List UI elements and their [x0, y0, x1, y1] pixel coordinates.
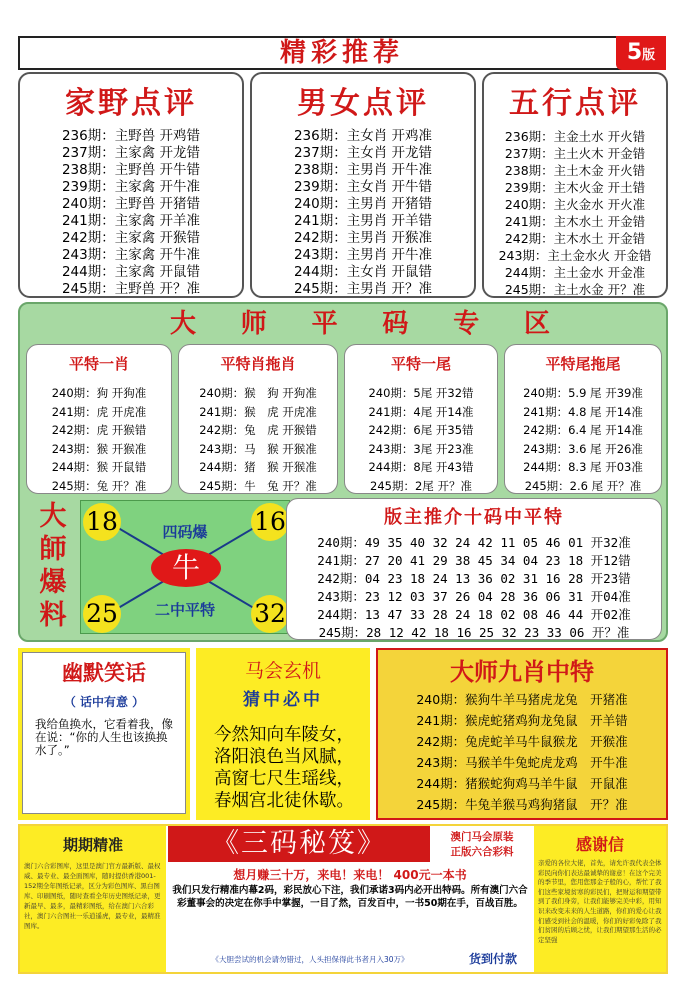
nine-rows [378, 689, 666, 815]
poem-line: 今然知向车陵女， [214, 725, 354, 745]
jiaye-row: 242期：主家禽 开猴错 [61, 230, 201, 246]
precise-text: 澳门六合彩图库，这里是澳门官方最新版、最权威、最专业、最全面图库，随时提供香港001-152期全年图纸记录，区分为彩色图库、黑白图库、印刷图纸，随时查看全年历史图纸记录，更新最早、最多，最精彩图纸，给在澳门六合彩社，澳门六合图社一乐逍遥虎，最专业，最精准图库。 [24, 862, 161, 930]
wuxing-row: 242期：主木水土 开金错 [504, 231, 646, 246]
master-column [344, 344, 498, 494]
four-code-text: 四码爆 [162, 523, 208, 541]
tenma-title: 版主推介十码中平特 [384, 507, 564, 528]
two-code-text: 二中平特 [154, 601, 215, 619]
master-row: 245期：2.6 尾 开？准 [524, 478, 642, 493]
master-column-title: 平特肖拖肖 [220, 355, 296, 373]
wuxing-row: 241期：主木水土 开金错 [504, 214, 646, 229]
edition-unit: 版 [642, 48, 656, 63]
horse-panel [196, 648, 370, 820]
num-25: 25 [86, 599, 118, 628]
nannv-panel [250, 72, 476, 298]
poem-line: 春烟宫北徒休歇。 [214, 791, 354, 811]
jiaye-panel [18, 72, 244, 298]
master-column-rows [345, 384, 497, 495]
tenma-row: 240期：49 35 40 32 24 42 11 05 46 01 开32准 [317, 535, 631, 550]
tenma-rows [287, 534, 661, 642]
master-title-char: 大 [170, 309, 197, 339]
jiaye-row: 237期：主家禽 开龙错 [61, 145, 201, 161]
master-column-title: 平特一尾 [390, 355, 451, 373]
wuxing-row: 240期：主火金水 开火准 [504, 197, 646, 212]
master-column [504, 344, 662, 494]
master-row: 243期：3.6 尾 开26准 [523, 441, 643, 456]
wuxing-rows [484, 128, 666, 298]
wuxing-row: 238期：主土木金 开火错 [504, 163, 646, 178]
nine-row: 240期：猴狗牛羊马猪虎龙兔 开猪准 [416, 692, 628, 707]
num-16: 16 [254, 507, 286, 536]
master-zone-columns [26, 344, 662, 494]
sanma-side1: 澳门马会原装 [450, 831, 514, 843]
edition-badge [616, 36, 666, 70]
master-column-rows [505, 384, 661, 495]
nannv-row: 237期：主女肖 开龙错 [293, 145, 433, 161]
master-row: 243期：猴 开猴准 [51, 441, 147, 456]
humor-text: 我给鱼换水，它看着我，像在说：“你的人生也该换换水了。” [35, 717, 173, 757]
wuxing-row: 239期：主木火金 开土错 [504, 180, 646, 195]
wuxing-row: 236期：主金土水 开火错 [504, 129, 646, 144]
sanma-title: 《三码秘笈》 [168, 826, 430, 862]
baoliao-label-char: 爆 [39, 567, 67, 598]
nannv-row: 243期：主男肖 开牛准 [293, 247, 433, 263]
humor-subtitle: （ 话中有意 ） [63, 695, 145, 709]
nannv-row: 242期：主男肖 开猴准 [293, 230, 433, 246]
master-row: 241期：4尾 开14准 [368, 404, 474, 419]
nannv-row: 241期：主男肖 开羊错 [293, 213, 433, 229]
master-row: 243期：马 猴 开猴准 [199, 441, 317, 456]
master-row: 242期：6.4 尾 开14准 [523, 423, 643, 437]
jiaye-row: 238期：主野兽 开牛错 [61, 162, 201, 178]
master-zone-title [170, 308, 550, 342]
nannv-row: 238期：主男肖 开牛准 [293, 162, 433, 178]
tenma-panel [286, 498, 662, 640]
nine-row: 245期：牛兔羊猴马鸡狗猪鼠 开？准 [416, 797, 628, 812]
master-row: 241期：虎 开虎准 [51, 404, 147, 419]
thanks-panel [534, 826, 666, 972]
master-row: 242期：6尾 开35错 [368, 423, 474, 437]
master-title-char: 区 [523, 309, 550, 339]
master-row: 241期：猴 虎 开虎准 [199, 404, 317, 419]
sanma-banner: 想月赚三十万，来电！来电！ 400元一本书 [233, 868, 467, 882]
master-column-rows [179, 384, 337, 495]
bottom-band [18, 824, 668, 974]
master-title-char: 师 [240, 309, 267, 339]
horse-title: 马会玄机 [244, 660, 321, 682]
tenma-row: 245期：28 12 42 18 16 25 32 23 33 06 开？准 [318, 625, 630, 640]
master-row: 245期：牛 兔 开？准 [199, 478, 317, 493]
master-title-char: 专 [453, 309, 480, 339]
jiaye-title: 家野点评 [65, 86, 197, 121]
wuxing-row: 243期：主土金水火 开金错 [498, 248, 652, 263]
master-column-title: 平特一肖 [68, 355, 129, 373]
tenma-row: 242期：04 23 18 24 13 36 02 31 16 28 开23错 [317, 571, 631, 586]
wuxing-title: 五行点评 [509, 86, 641, 121]
master-row: 240期：5尾 开32错 [368, 386, 474, 400]
jiaye-row: 236期：主野兽 开鸡错 [61, 128, 201, 144]
master-row: 244期：猴 开鼠错 [51, 460, 147, 474]
master-row: 245期：2尾 开？准 [370, 478, 472, 493]
tenma-row: 244期：13 47 33 28 24 18 02 08 46 44 开02准 [317, 607, 631, 622]
jiaye-row: 240期：主野兽 开猪错 [61, 196, 201, 212]
nannv-title: 男女点评 [297, 86, 429, 121]
baoliao-label-char: 師 [39, 534, 67, 565]
master-row: 245期：兔 开？准 [51, 478, 147, 493]
nannv-row: 245期：主男肖 开？准 [293, 281, 433, 297]
tenma-row: 241期：27 20 41 29 38 45 34 04 23 18 开12错 [317, 553, 631, 568]
master-row: 244期：8.3 尾 开03准 [523, 460, 643, 474]
master-title-char: 码 [382, 309, 409, 339]
wuxing-row: 237期：主土火木 开金错 [504, 146, 646, 161]
cod-label: 货到付款 [468, 952, 517, 966]
jiaye-rows [20, 128, 242, 298]
nine-row: 241期：猴虎蛇猪鸡狗龙兔鼠 开羊错 [416, 713, 628, 728]
header-bar [18, 36, 666, 70]
poem-line: 洛阳浪色当风腻， [214, 747, 354, 767]
master-zone [18, 302, 668, 642]
nine-row: 243期：马猴羊牛兔蛇虎龙鸡 开牛准 [416, 755, 628, 770]
jiaye-row: 243期：主家禽 开牛准 [61, 247, 201, 263]
nannv-row: 244期：主女肖 开鼠错 [293, 264, 433, 280]
master-row: 242期：兔 虎 开猴错 [199, 423, 317, 437]
tenma-row: 243期：23 12 03 37 26 04 28 36 06 31 开04准 [317, 589, 631, 604]
thanks-title: 感谢信 [575, 835, 624, 854]
master-column-title: 平特尾拖尾 [545, 355, 621, 373]
num-18: 18 [86, 507, 118, 536]
master-row: 242期：虎 开猴错 [51, 423, 147, 437]
master-row: 240期：狗 开狗准 [51, 386, 147, 400]
master-column-rows [27, 384, 171, 495]
baoliao-label-char: 料 [39, 600, 67, 631]
center-zodiac: 牛 [151, 549, 221, 587]
master-column [178, 344, 338, 494]
thanks-text: 亲爱的各位大佬，首先，请允许我代表全体彩民向你们表达最诚挚的谢意！在这个完美的季节里，您用您那金子般的心，帮忙了我们这些家境贫寒的彩民们，把财运和期望带到了我们身旁，让我们能够完美中彩，用知识来改变未来的人生道路，你们的爱心让我们感受到社会的温暖，你们的好彩免除了我们贫困的后顾之忧，让我们期望那生活的必定坚强 [538, 859, 662, 944]
nine-panel [376, 648, 668, 820]
horse-poem [214, 724, 370, 812]
jiaye-row: 245期：主野兽 开？准 [61, 281, 201, 297]
master-row: 244期：猪 猴 开猴准 [199, 460, 317, 474]
nine-row: 244期：猪猴蛇狗鸡马羊牛鼠 开鼠准 [416, 776, 628, 791]
humor-inner [22, 652, 186, 814]
jiaye-row: 244期：主家禽 开鼠错 [61, 264, 201, 280]
poem-line: 高窗七尺生瑶线， [214, 769, 354, 789]
edition-number: 5 [626, 40, 643, 65]
jiaye-row: 241期：主家禽 开羊准 [61, 213, 201, 229]
master-title-char: 平 [311, 309, 338, 339]
page-title: 精彩推荐 [279, 38, 404, 68]
sanma-panel [168, 826, 532, 972]
humor-panel [18, 648, 190, 820]
nine-row: 242期：兔虎蛇羊马牛鼠猴龙 开猴准 [416, 734, 628, 749]
baoliao-label [28, 500, 78, 634]
master-row: 240期：猴 狗 开狗准 [199, 386, 317, 400]
sanma-side2: 正版六合彩料 [450, 846, 514, 858]
wuxing-panel [482, 72, 668, 298]
nannv-row: 239期：主女肖 开牛错 [293, 179, 433, 195]
nine-title: 大师九肖中特 [450, 657, 594, 686]
precise-panel [20, 826, 166, 972]
nannv-row: 240期：主男肖 开猪错 [293, 196, 433, 212]
nannv-rows [252, 128, 474, 298]
sanma-body: 我们只发行精准内幕2码，彩民放心下注，我们承诺3码内必开出特码。所有澳门六合彩董事会的决定在你手中掌握，一目了然，百发百中，一书50期在手，百战百胜。 [172, 885, 528, 909]
master-row: 244期：8尾 开43错 [368, 460, 474, 474]
precise-title: 期期精准 [62, 836, 123, 854]
baoliao-label-char: 大 [39, 501, 67, 532]
num-32: 32 [254, 599, 286, 628]
jiaye-row: 239期：主家禽 开牛准 [61, 179, 201, 195]
master-row: 241期：4.8 尾 开14准 [523, 404, 643, 419]
humor-title: 幽默笑话 [62, 660, 146, 685]
master-row: 243期：3尾 开23准 [368, 441, 474, 456]
horse-subtitle: 猜中必中 [243, 690, 323, 710]
master-column [26, 344, 172, 494]
baoliao-graphic [80, 500, 290, 634]
wuxing-row: 245期：主土水金 开？准 [504, 282, 646, 297]
wuxing-row: 244期：主土金水 开金准 [504, 265, 646, 280]
master-row: 240期：5.9 尾 开39准 [523, 386, 643, 400]
sanma-footer: 《大胆尝试的机会请勿错过，人头担保得此书者月入30万》 [211, 955, 409, 964]
nannv-row: 236期：主女肖 开鸡准 [293, 128, 433, 144]
